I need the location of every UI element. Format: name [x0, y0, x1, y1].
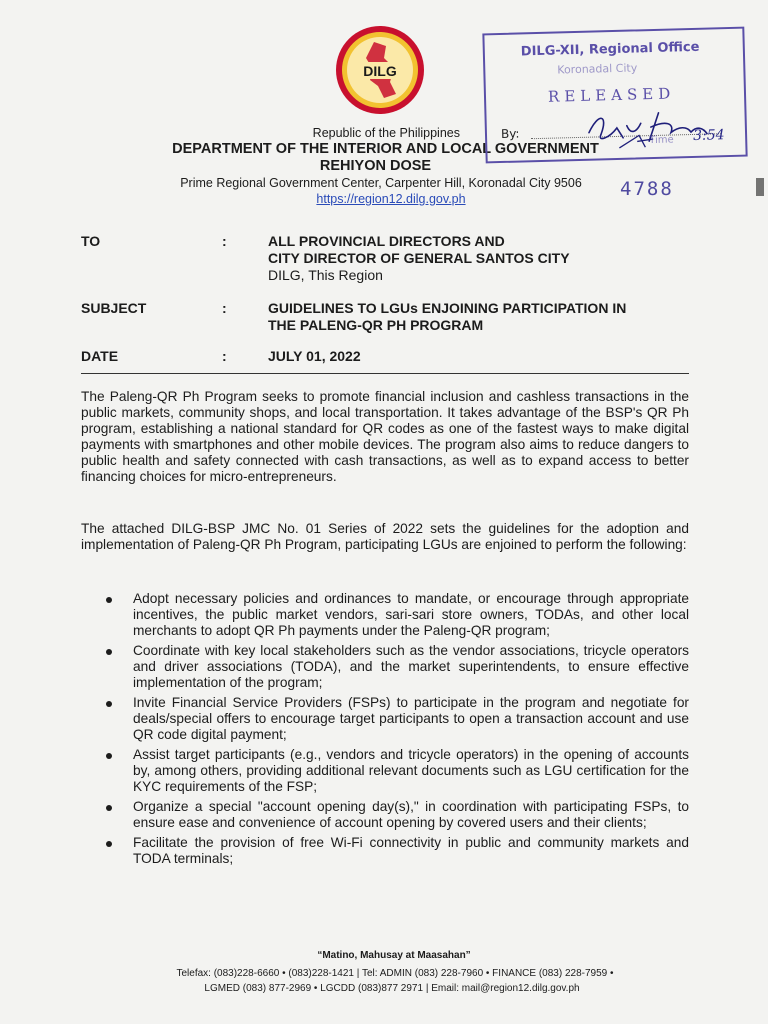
bullet-icon	[106, 805, 112, 811]
list-item-text: Coordinate with key local stakeholders such as the vendor associations, tricycle operators and driver associations (TODA), and the market superintendents, to ensure effective implementation of the program;	[133, 643, 689, 690]
stamp-handwritten-time: 3:54	[692, 127, 725, 144]
footer-contact-1: Telefax: (083)228-6660 • (083)228-1421 | Tel: ADMIN (083) 228-7960 • FINANCE (083) 228-7959 •	[176, 968, 614, 979]
subject-line-2: THE PALENG-QR PH PROGRAM	[268, 317, 484, 333]
list-item	[106, 747, 689, 795]
to-line-2: CITY DIRECTOR OF GENERAL SANTOS CITY	[268, 250, 570, 266]
stamp-city: Koronadal City	[557, 61, 638, 77]
released-stamp	[482, 27, 747, 164]
department-name: DEPARTMENT OF THE INTERIOR AND LOCAL GOVERNMENT	[172, 141, 599, 157]
subject-label: SUBJECT	[81, 300, 147, 316]
list-item-text: Adopt necessary policies and ordinances to mandate, or encourage through appropriate incentives, the public market vendors, sari-sari store owners, TODAs, and other local merchants to adopt QR Ph payments under the Paleng-QR program;	[133, 591, 689, 638]
region-name: REHIYON DOSE	[319, 158, 432, 174]
to-colon: :	[222, 233, 227, 249]
paragraph-guidelines: The attached DILG-BSP JMC No. 01 Series of 2022 sets the guidelines for the adoption and implementation of Paleng-QR Ph Program, participating LGUs are enjoined to perform the following:	[81, 521, 689, 552]
to-recipients	[268, 233, 570, 284]
website-link[interactable]: https://region12.dilg.gov.ph	[316, 192, 466, 206]
to-label: TO	[81, 233, 101, 249]
to-line-3: DILG, This Region	[268, 267, 383, 283]
dilg-seal-logo	[334, 24, 426, 116]
subject-text	[268, 300, 626, 334]
scan-mark	[756, 178, 764, 196]
bullet-icon	[106, 597, 112, 603]
stamp-status: RELEASED	[547, 84, 676, 106]
footer-motto: “Matino, Mahusay at Maasahan”	[317, 950, 471, 961]
office-address: Prime Regional Government Center, Carpenter Hill, Koronadal City 9506	[180, 176, 582, 190]
to-line-1: ALL PROVINCIAL DIRECTORS AND	[268, 233, 505, 249]
list-item	[106, 643, 689, 691]
list-item-text: Assist target participants (e.g., vendors and tricycle operators) in the opening of accounts by, among others, providing additional relevant documents such as LGU certification for the KYC requirements of the FSP;	[133, 747, 689, 794]
document-number: 4788	[620, 178, 674, 200]
date-value	[268, 348, 361, 365]
bullet-icon	[106, 753, 112, 759]
stamp-by-label: By:	[500, 126, 520, 141]
republic-line: Republic of the Philippines	[312, 126, 460, 140]
list-item	[106, 835, 689, 867]
bullet-icon	[106, 649, 112, 655]
list-item	[106, 695, 689, 743]
list-item-text: Invite Financial Service Providers (FSPs) to participate in the program and negotiate for deals/special offers to encourage target participants to open a transaction account and use QR code digital payment;	[133, 695, 689, 742]
date-colon: :	[222, 348, 227, 364]
list-item-text: Organize a special "account opening day(s)," in coordination with participating FSPs, to ensure ease and convenience of account opening by covered users and their clients;	[133, 799, 689, 830]
paragraph-intro: The Paleng-QR Ph Program seeks to promote financial inclusion and cashless transactions in the public markets, community shops, and local transportation. It takes advantage of the BSP's QR Ph program, establishing a national standard for QR codes as one of the fastest ways to make digital payments with smartphones and other mobile devices. The program also aims to reduce dangers to public health and safety connected with cash transactions, as well as to expand access to better financing choices for micro-entrepreneurs.	[81, 389, 689, 484]
date-label: DATE	[81, 348, 119, 364]
list-item	[106, 799, 689, 831]
subject-colon: :	[222, 300, 227, 316]
stamp-office: DILG-XII, Regional Office	[520, 39, 700, 60]
list-item	[106, 591, 689, 639]
subject-line-1: GUIDELINES TO LGUs ENJOINING PARTICIPATION IN	[268, 300, 627, 316]
bullet-icon	[106, 841, 112, 847]
date-text: JULY 01, 2022	[268, 348, 361, 364]
footer-contact-2: LGMED (083) 877-2969 • LGCDD (083)877 2971 | Email: mail@region12.dilg.gov.ph	[204, 983, 580, 994]
actions-list	[106, 591, 689, 871]
svg-text:DILG: DILG	[363, 63, 397, 79]
header-divider	[81, 373, 689, 374]
stamp-time-label: Time	[649, 134, 674, 147]
list-item-text: Facilitate the provision of free Wi-Fi connectivity in public and community markets and TODA terminals;	[133, 835, 689, 866]
bullet-icon	[106, 701, 112, 707]
